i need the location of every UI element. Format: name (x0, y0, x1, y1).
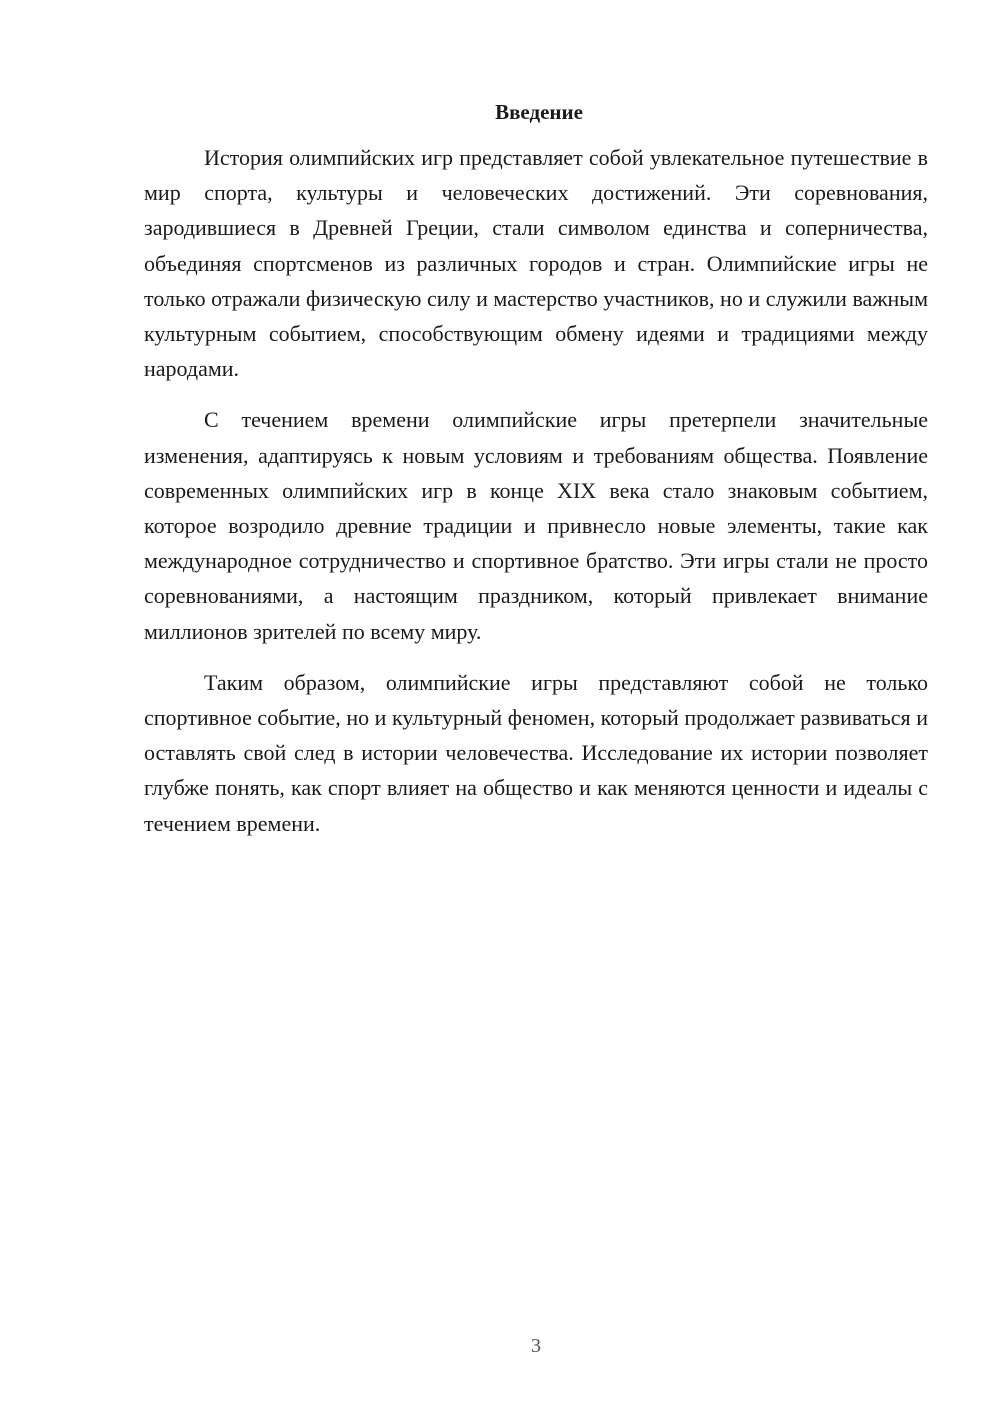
paragraph-2: С течением времени олимпийские игры претерпели значительные изменения, адаптируясь к новым условиям и требованиям общества. Появление современных олимпийских игр в конце XIX века стало знаковым событием, которое возродило древние традиции и привнесло новые элементы, такие как международное сотрудничество и спортивное братство. Эти игры стали не просто соревнованиями, а настоящим праздником, который привлекает внимание миллионов зрителей по всему миру. (144, 407, 928, 644)
page-content (144, 96, 928, 857)
section-title: Введение (495, 100, 583, 124)
paragraph-3: Таким образом, олимпийские игры представляют собой не только спортивное событие, но и культурный феномен, который продолжает развиваться и оставлять свой след в истории человечества. Исследование их истории позволяет глубже понять, как спорт влияет на общество и как меняются ценности и идеалы с течением времени. (144, 669, 928, 836)
page-number: 3 (531, 1335, 541, 1357)
paragraph-1: История олимпийских игр представляет собой увлекательное путешествие в мир спорта, культуры и человеческих достижений. Эти соревнования, зародившиеся в Древней Греции, стали символом единства и соперничества, объединяя спортсменов из различных городов и стран. Олимпийские игры не только отражали физическую силу и мастерство участников, но и служили важным культурным событием, способствующим обмену идеями и традициями между народами. (144, 145, 928, 382)
